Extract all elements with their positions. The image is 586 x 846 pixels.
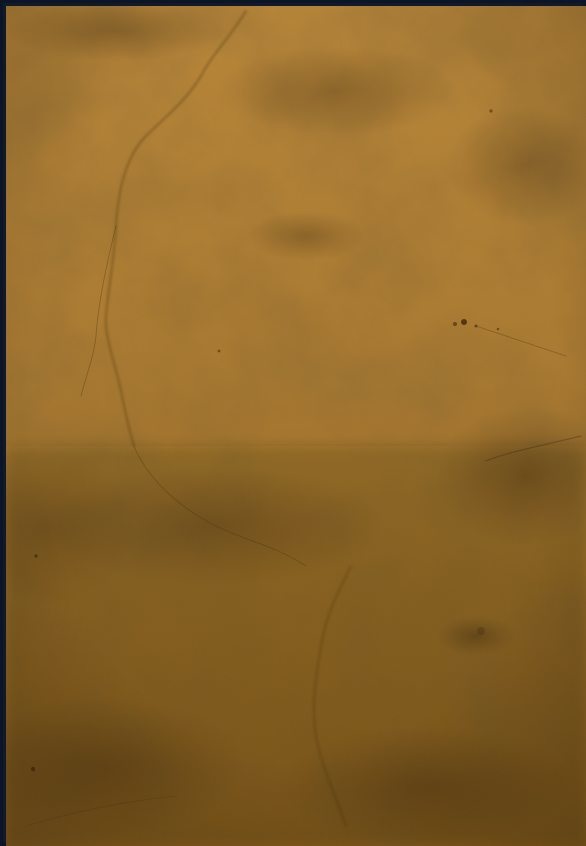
- parchment-panel: [6, 6, 586, 846]
- parchment-vignette: [6, 6, 586, 846]
- parchment-texture: [6, 6, 586, 846]
